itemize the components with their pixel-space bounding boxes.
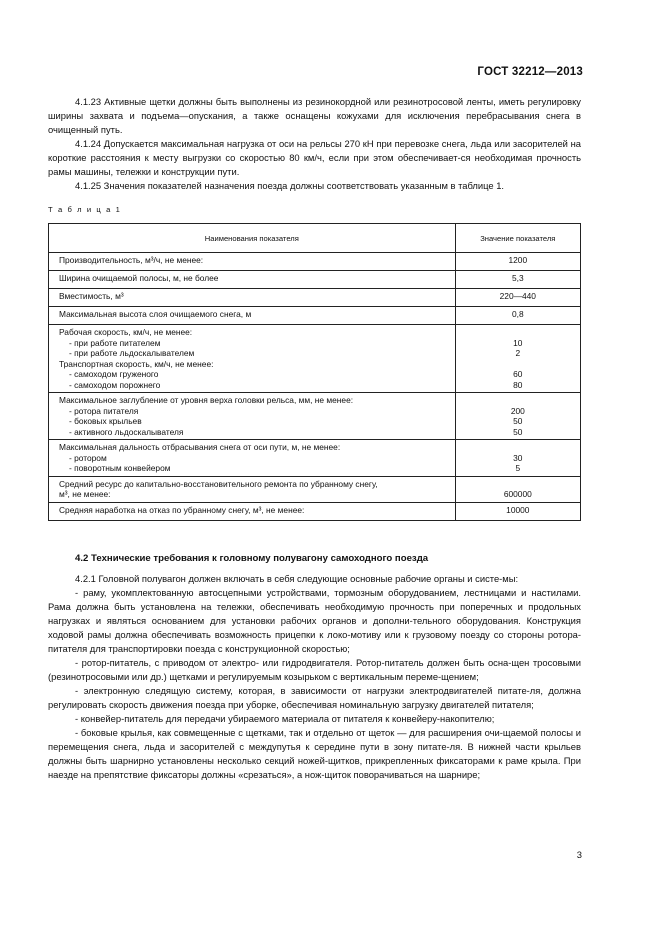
indicator-name-cell — [49, 289, 456, 307]
indicator-name: Вместимость, м³ — [59, 291, 124, 301]
paragraph-4-1-24: 4.1.24 Допускается максимальная нагрузка от оси на рельсы 270 кН при перевозке снега, льда или засорителей на короткие расстояния к месту выгрузки со скоростью 80 км/ч, если при этом обеспечивает-ся необходимая прочность рамы машины, тележки и конструкции пути. — [48, 138, 581, 177]
list-item-side-wings: - боковые крылья, как совмещенные с щетками, так и отдельно от щеток — для расширения очи-щаемой полосы и перемещения снега, льда и засорителей с междупутья к середине пути в зону питате-ля. В нижней части крыльев должны быть шарнирно установлены несколько секций ножей-щитков, прикрепленных фиксаторами к раме крыла. При наезде на препятствие фиксаторы должны «срезаться», а нож-щиток поворачиваться на шарнире; — [48, 727, 581, 780]
indicator-value: 30 — [513, 452, 523, 463]
indicator-value — [456, 359, 580, 370]
indicator-value-cell — [455, 440, 580, 477]
table-row — [49, 307, 581, 325]
indicator-value: 50 — [513, 416, 523, 426]
indicator-name: Максимальное заглубление от уровня верха головки рельса, мм, не менее: — [59, 395, 354, 405]
indicator-name: - при работе льдоскалывателем — [69, 348, 195, 358]
indicator-name: - боковых крыльев — [69, 416, 142, 426]
list-item-tracking-system: - электронную следящую систему, которая, в зависимости от нагрузки электродвигателей питате-ля, должна регулировать скорость движения поезда при уборке, обеспечивая номинальную загрузку двигателей питателя; — [48, 685, 581, 710]
indicator-value: 200 — [510, 405, 525, 416]
indicator-name: - поворотным конвейером — [69, 463, 171, 473]
indicator-value-cell — [455, 393, 580, 440]
indicator-value-cell — [455, 476, 580, 502]
indicator-value: 5,3 — [511, 273, 524, 283]
indicator-name: Средний ресурс до капитально-восстановительного ремонта по убранному снегу, — [59, 478, 378, 489]
section-title: 4.2 Технические требования к головному полувагону самоходного поезда — [75, 553, 429, 564]
page-number: 3 — [576, 849, 582, 860]
indicator-value: 50 — [513, 426, 523, 437]
table-row — [49, 289, 581, 307]
indicator-name: Рабочая скорость, км/ч, не менее: — [59, 327, 193, 337]
table-row — [49, 393, 581, 440]
indicator-value — [456, 395, 580, 406]
indicator-name: - ротором — [69, 452, 107, 463]
table-row — [49, 502, 581, 520]
indicator-value: 80 — [513, 379, 523, 390]
indicator-value: 10000 — [506, 504, 530, 515]
paragraph-4-1-25: 4.1.25 Значения показателей назначения поезда должны соответствовать указанным в таблице 1. — [75, 180, 505, 191]
table-header-value: Значение показателя — [455, 224, 580, 253]
indicator-name: Максимальная высота слоя очищаемого снега, м — [59, 309, 252, 319]
indicator-name-cell — [49, 253, 456, 271]
indicator-value-cell — [455, 289, 580, 307]
paragraph-4-2-1: 4.2.1 Головной полувагон должен включать в себя следующие основные рабочие органы и систе-мы: — [75, 573, 519, 584]
list-item-frame: - раму, укомплектованную автосцепными устройствами, тормозным оборудованием, лестницами и настилами. Рама должна быть установлена на тележки, обеспечивать необходимую прочность при поперечных и продольных нагрузках и являться основанием для установки рабочих органов и дополни-тельного оборудования. Конструкция ходовой рамы должна обеспечивать возможность прицепки к локо-мотиву или к грузовому поезду со стороны ротора-питателя для транспортировки поезда с конструкционной скоростью; — [48, 587, 581, 654]
indicator-name: - активного льдоскалывателя — [69, 426, 184, 437]
indicator-name: м³, не менее: — [59, 489, 111, 499]
section-text — [48, 572, 581, 782]
indicator-value-cell — [455, 325, 580, 393]
table-body — [49, 253, 581, 521]
indicator-value: 5 — [515, 463, 521, 473]
table-header-name: Наименования показателя — [49, 224, 456, 253]
indicator-value-cell — [455, 307, 580, 325]
indicator-value: 10 — [513, 337, 523, 348]
indicators-table — [48, 223, 581, 521]
indicator-value-cell — [455, 253, 580, 271]
indicator-value-cell — [455, 271, 580, 289]
indicator-value — [456, 442, 580, 453]
indicator-name: - ротора питателя — [69, 405, 139, 416]
indicator-name: Ширина очищаемой полосы, м, не более — [59, 273, 219, 283]
indicator-value: 220—440 — [499, 291, 536, 301]
indicator-name: Средняя наработка на отказ по убранному снегу, м³, не менее: — [59, 504, 305, 515]
indicator-name-cell — [49, 476, 456, 502]
indicator-name-cell — [49, 440, 456, 477]
indicator-name: - самоходом груженого — [69, 369, 159, 379]
indicator-value: 1200 — [508, 255, 528, 265]
table-row — [49, 440, 581, 477]
table-row — [49, 325, 581, 393]
indicator-name: - самоходом порожнего — [69, 379, 161, 390]
indicator-value — [456, 479, 580, 490]
indicator-value — [456, 327, 580, 338]
indicator-value: 2 — [515, 348, 521, 358]
indicator-name-cell — [49, 271, 456, 289]
indicator-name: Максимальная дальность отбрасывания снега от оси пути, м, не менее: — [59, 442, 341, 452]
table-row — [49, 253, 581, 271]
intro-text — [48, 95, 581, 193]
indicator-value: 600000 — [503, 489, 532, 499]
indicator-name-cell — [49, 502, 456, 520]
indicator-value: 60 — [513, 369, 523, 379]
paragraph-4-1-23: 4.1.23 Активные щетки должны быть выполнены из резинокордной или резинотросовой ленты, иметь регулировку ширины захвата и подъема—опускания, а также оснащены кожухами для исключения перебрасывания снега в очищенный путь. — [48, 96, 581, 135]
indicator-name: - при работе питателем — [69, 337, 161, 348]
indicator-name: Транспортная скорость, км/ч, не менее: — [59, 358, 214, 369]
list-item-feeder-conveyor: - конвейер-питатель для передачи убираемого материала от питателя к конвейеру-накопителю; — [75, 713, 495, 724]
list-item-rotor-feeder: - ротор-питатель, с приводом от электро- или гидродвигателя. Ротор-питатель должен быть осна-щен тросовыми (резинотросовыми или др.) щетками и регулируемым козырьком с вертикальным переме-щением; — [48, 657, 581, 682]
table-caption: Т а б л и ц а 1 — [48, 205, 122, 214]
indicator-name-cell — [49, 307, 456, 325]
indicator-name: Производительность, м³/ч, не менее: — [59, 255, 204, 265]
indicator-name-cell — [49, 393, 456, 440]
indicator-value: 0,8 — [511, 309, 524, 319]
table-row — [49, 476, 581, 502]
document-code: ГОСТ 32212—2013 — [477, 66, 583, 78]
indicator-name-cell — [49, 325, 456, 393]
table-row — [49, 271, 581, 289]
indicator-value-cell — [455, 502, 580, 520]
